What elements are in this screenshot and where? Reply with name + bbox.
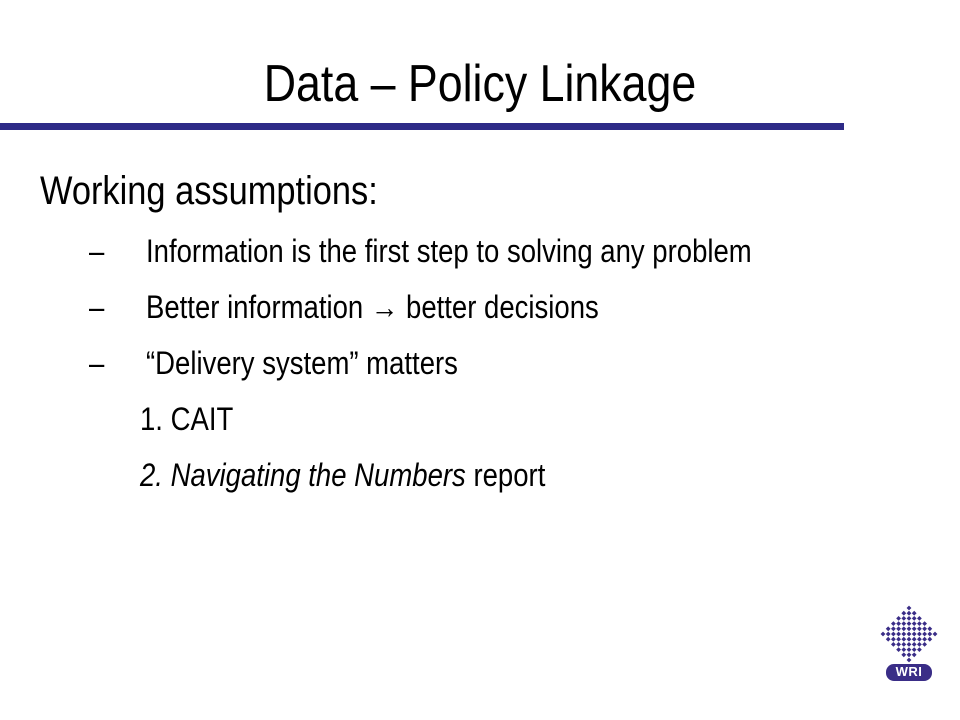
logo-lattice-cell [917, 626, 922, 631]
logo-lattice-cell [901, 637, 906, 642]
title-underline-bar [0, 123, 844, 130]
logo-lattice-cell [927, 637, 932, 642]
bullet-dash: – [89, 289, 105, 325]
logo-lattice-cell [896, 642, 901, 647]
logo-lattice-cell [912, 632, 917, 637]
logo-lattice-cell [912, 642, 917, 647]
logo-lattice-cell [907, 632, 912, 637]
logo-lattice-cell [901, 616, 906, 621]
logo-lattice-cell [922, 642, 927, 647]
numbered-item-italic-title: Navigating the Numbers [170, 457, 466, 493]
bullet-text: Better information → better decisions [146, 289, 599, 325]
numbered-item-number: 1. [140, 401, 163, 437]
logo-lattice-cell [881, 632, 886, 637]
bullet-dash: – [89, 345, 105, 381]
section-heading: Working assumptions: [40, 169, 378, 213]
logo-lattice-cell [896, 616, 901, 621]
logo-lattice-cell [907, 642, 912, 647]
logo-lattice-cell [912, 611, 917, 616]
logo-lattice-cell [922, 632, 927, 637]
logo-lattice-cell [896, 632, 901, 637]
logo-lattice-cell [896, 637, 901, 642]
logo-lattice-cell [907, 611, 912, 616]
logo-lattice-cell [901, 621, 906, 626]
logo-lattice-cell [891, 637, 896, 642]
numbered-item-text: CAIT [170, 401, 234, 437]
logo-lattice-cell [907, 626, 912, 631]
logo-lattice-cell [891, 621, 896, 626]
logo-lattice-cell [896, 626, 901, 631]
logo-lattice-cell [917, 642, 922, 647]
bullet-text: Information is the first step to solving any problem [146, 233, 752, 269]
logo-lattice-cell [912, 616, 917, 621]
logo-lattice-cell [901, 647, 906, 652]
numbered-item [140, 455, 545, 495]
logo-lattice-cell [896, 621, 901, 626]
logo-lattice-cell [907, 621, 912, 626]
logo-lattice-cell [891, 632, 896, 637]
logo-lattice-cell [922, 626, 927, 631]
logo-lattice-cell [933, 632, 938, 637]
title-underline [0, 123, 844, 130]
logo-lattice-cell [907, 647, 912, 652]
logo-lattice-cell [917, 621, 922, 626]
logo-lattice-cell [886, 632, 891, 637]
logo-lattice-cell [891, 626, 896, 631]
logo-lattice-cell [901, 652, 906, 657]
logo-lattice-cell [912, 652, 917, 657]
logo-lattice-cell [886, 626, 891, 631]
logo-lattice-cell [907, 616, 912, 621]
logo-lattice-cell [901, 632, 906, 637]
logo-lattice-cell [907, 652, 912, 657]
logo-label: WRI [895, 664, 923, 679]
logo-lattice-cell [917, 616, 922, 621]
logo-lattice-cell [917, 637, 922, 642]
logo-lattice-cell [896, 647, 901, 652]
numbered-item-number: 2. [140, 457, 163, 493]
logo-lattice-cell [891, 642, 896, 647]
logo-lattice-cell [886, 637, 891, 642]
logo-lattice-cell [912, 637, 917, 642]
logo-lattice-cell [912, 626, 917, 631]
logo-lattice-cell [922, 621, 927, 626]
slide-title: Data – Policy Linkage [263, 55, 697, 113]
logo-lattice-cell [927, 632, 932, 637]
logo-lattice-cell [901, 611, 906, 616]
logo-lattice-cell [901, 642, 906, 647]
logo-lattice-cell [917, 647, 922, 652]
bullet-dash: – [89, 233, 105, 269]
logo-lattice-cell [901, 626, 906, 631]
numbered-item [140, 399, 233, 439]
logo-lattice-cell [917, 632, 922, 637]
logo-lattice-cell [927, 626, 932, 631]
numbered-item-text: report [465, 457, 546, 493]
logo-lattice-cell [912, 647, 917, 652]
logo-lattice-cell [912, 621, 917, 626]
logo-lattice-cell [907, 637, 912, 642]
logo-lattice-cell [907, 658, 912, 663]
logo-lattice-cell [907, 606, 912, 611]
logo-lattice-cell [922, 637, 927, 642]
bullet-text: “Delivery system” matters [146, 345, 458, 381]
